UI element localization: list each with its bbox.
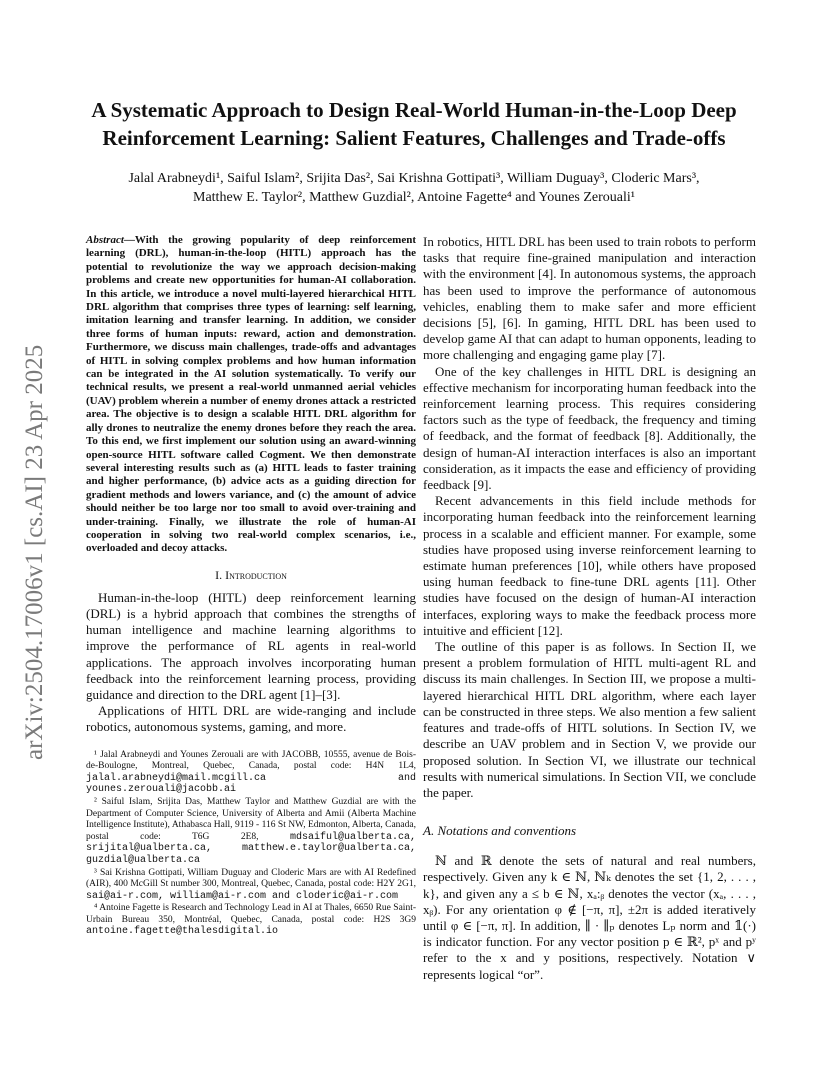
footnotes	[86, 750, 416, 939]
right-paragraph-2: One of the key challenges in HITL DRL is designing an effective mechanism for incorporating human feedback into the reinforcement learning process. This requires considering factors such as the type of feedback, the frequency and timing of feedback, and the format of feedback [8]. Additionally, the design of human-AI interaction interfaces is also an important consideration, as it impacts the ease and efficiency of providing feedback [9].	[423, 363, 756, 493]
footnote-3-emails: sai@ai-r.com, william@ai-r.com and cloderic@ai-r.com	[86, 890, 399, 902]
authors-line-1: Jalal Arabneydi¹, Saiful Islam², Srijita Das², Sai Krishna Gottipati³, William Duguay³, Cloderic Mars³,	[128, 171, 700, 186]
abstract-text: —With the growing popularity of deep reinforcement learning (DRL), human-in-the-loop (HITL) approach has the potential to revolutionize the way we approach decision-making problems and create new opportunities for human-AI collaboration. In this article, we introduce a novel multi-layered hierarchical HITL DRL algorithm that comprises three types of learning: self learning, imitation learning and transfer learning. In addition, we consider three forms of human inputs: reward, action and demonstration. Furthermore, we discuss main challenges, trade-offs and advantages of HITL in solving complex problems and how human information can be integrated in the AI solution systematically. To verify our technical results, we present a real-world unmanned aerial vehicles (UAV) problem wherein a number of enemy drones attack a restricted area. The objective is to design a scalable HITL DRL algorithm for ally drones to neutralize the enemy drones before they reach the area. To this end, we first implement our solution using an award-winning open-source HITL software called Cogment. We then demonstrate several interesting results such as (a) HITL leads to faster training and higher performance, (b) advice acts as a guiding direction for gradient methods and lowers variance, and (c) the amount of advice should neither be too large nor too small to avoid over-training and under-training. Finally, we illustrate the role of human-AI cooperation in solving two real-world complex scenarios, i.e., overloaded and decoy attacks.	[86, 234, 416, 555]
footnote-3-text: ³ Sai Krishna Gottipati, William Duguay and Cloderic Mars are with AI Redefined (AIR), 400 McGill St number 300, Montreal, Quebec, Canada, postal code: H2Y 2G1,	[86, 867, 416, 890]
notation-paragraph: ℕ and ℝ denote the sets of natural and real numbers, respectively. Given any k ∈ ℕ, ℕₖ denotes the set {1, 2, . . . , k}, and given any a ≤ b ∈ ℕ, xₐ:ᵦ denotes the vector (xₐ, . . . , xᵦ). For any orientation φ ∉ [−π, π], ±2π is added iteratively until φ ∈ [−π, π]. In addition, ∥ · ∥ₚ denotes Lₚ norm and 𝟙(·) is indicator function. For any vector position p ∈ ℝ², pˣ and pʸ refer to the x and y positions, respectively. Notation ∨ represents logical “or”.	[423, 853, 756, 982]
right-paragraph-3: Recent advancements in this field include methods for incorporating human feedback into the reinforcement learning process in a scalable and efficient manner. For example, some studies have proposed using inverse reinforcement learning to estimate human preferences [10], while others have proposed using human feedback to fine-tune DRL agents [11]. Other studies have focused on the design of human-AI interaction interfaces, exploring ways to make the feedback process more intuitive and efficient [12].	[423, 493, 756, 638]
footnote-2-emails: mdsaiful@ualberta.ca, srijital@ualberta.ca, matthew.e.taylor@ualberta.ca, guzdial@ualberta.ca	[86, 831, 417, 866]
footnote-1-emails: jalal.arabneydi@mail.mcgill.ca and younes.zerouali@jacobb.ai	[86, 772, 416, 796]
footnote-1	[86, 750, 416, 796]
paper-title: A Systematic Approach to Design Real-World Human-in-the-Loop Deep Reinforcement Learning: Salient Features, Challenges and Trade-offs	[91, 98, 737, 150]
subsection-heading-notations: A. Notations and conventions	[423, 823, 577, 839]
left-column	[86, 234, 416, 939]
footnote-4-text: ⁴ Antoine Fagette is Research and Technology Lead in AI at Thales, 6650 Rue Saint-Urbain Bureau 350, Montréal, Quebec, Canada, postal code: H2S 3G9	[86, 903, 416, 925]
abstract	[86, 234, 416, 556]
intro-paragraph-2: Applications of HITL DRL are wide-ranging and include robotics, autonomous systems, gaming, and more.	[86, 703, 416, 735]
footnote-1-text: ¹ Jalal Arabneydi and Younes Zerouali are with JACOBB, 10555, avenue de Bois-de-Boulogne, Montreal, Quebec, Canada, postal code: H4N 1L4,	[86, 749, 416, 772]
right-paragraph-1: In robotics, HITL DRL has been used to train robots to perform tasks that require fine-grained manipulation and interaction with the environment [4]. In autonomous systems, the approach has been used to improve the performance of autonomous vehicles, enabling them to make safer and more efficient decisions [5], [6]. In gaming, HITL DRL has been used to develop game AI that can adapt to human opponents, leading to more challenging and engaging game play [7].	[423, 234, 756, 363]
footnote-2-text: ² Saiful Islam, Srijita Das, Matthew Taylor and Matthew Guzdial are with the Department of Computer Science, University of Alberta and Amii (Alberta Machine Intelligence Institute), Athabasca Hall, 9119 - 116 St NW, Edmonton, Alberta, Canada, postal code: T6G 2E8,	[86, 796, 416, 842]
right-paragraph-4: The outline of this paper is as follows. In Section II, we present a problem formulation of HITL multi-agent RL and discuss its main challenges. In Section III, we propose a multi-layered hierarchical HITL DRL algorithm, where each layer can be constructed in three steps. We also mention a few salient features and trade-offs of HITL solutions. In Section IV, we describe an UAV problem and in Section V, we provide our proposed solution. In Section VI, we illustrate our technical results with numerical simulations. In Section VII, we conclude the paper.	[423, 639, 756, 800]
arxiv-identifier: arXiv:2504.17006v1 [cs.AI] 23 Apr 2025	[21, 344, 48, 760]
right-column	[423, 234, 756, 983]
intro-paragraph-1: Human-in-the-loop (HITL) deep reinforcement learning (DRL) is a hybrid approach that combines the strengths of human intelligence and machine learning algorithms to improve the performance of RL agents in real-world applications. The approach involves incorporating human feedback into the reinforcement learning process, providing guidance and direction to the DRL agent [1]–[3].	[86, 589, 416, 702]
section-heading-introduction: I. Introduction	[215, 567, 287, 582]
footnote-3	[86, 868, 416, 903]
footnote-4-emails: antoine.fagette@thalesdigital.io	[86, 926, 279, 938]
authors-line-2: Matthew E. Taylor², Matthew Guzdial², Antoine Fagette⁴ and Younes Zerouali¹	[193, 190, 635, 205]
footnote-4	[86, 903, 416, 938]
abstract-label: Abstract	[86, 234, 124, 246]
footnote-2	[86, 797, 416, 867]
author-list	[70, 169, 758, 207]
